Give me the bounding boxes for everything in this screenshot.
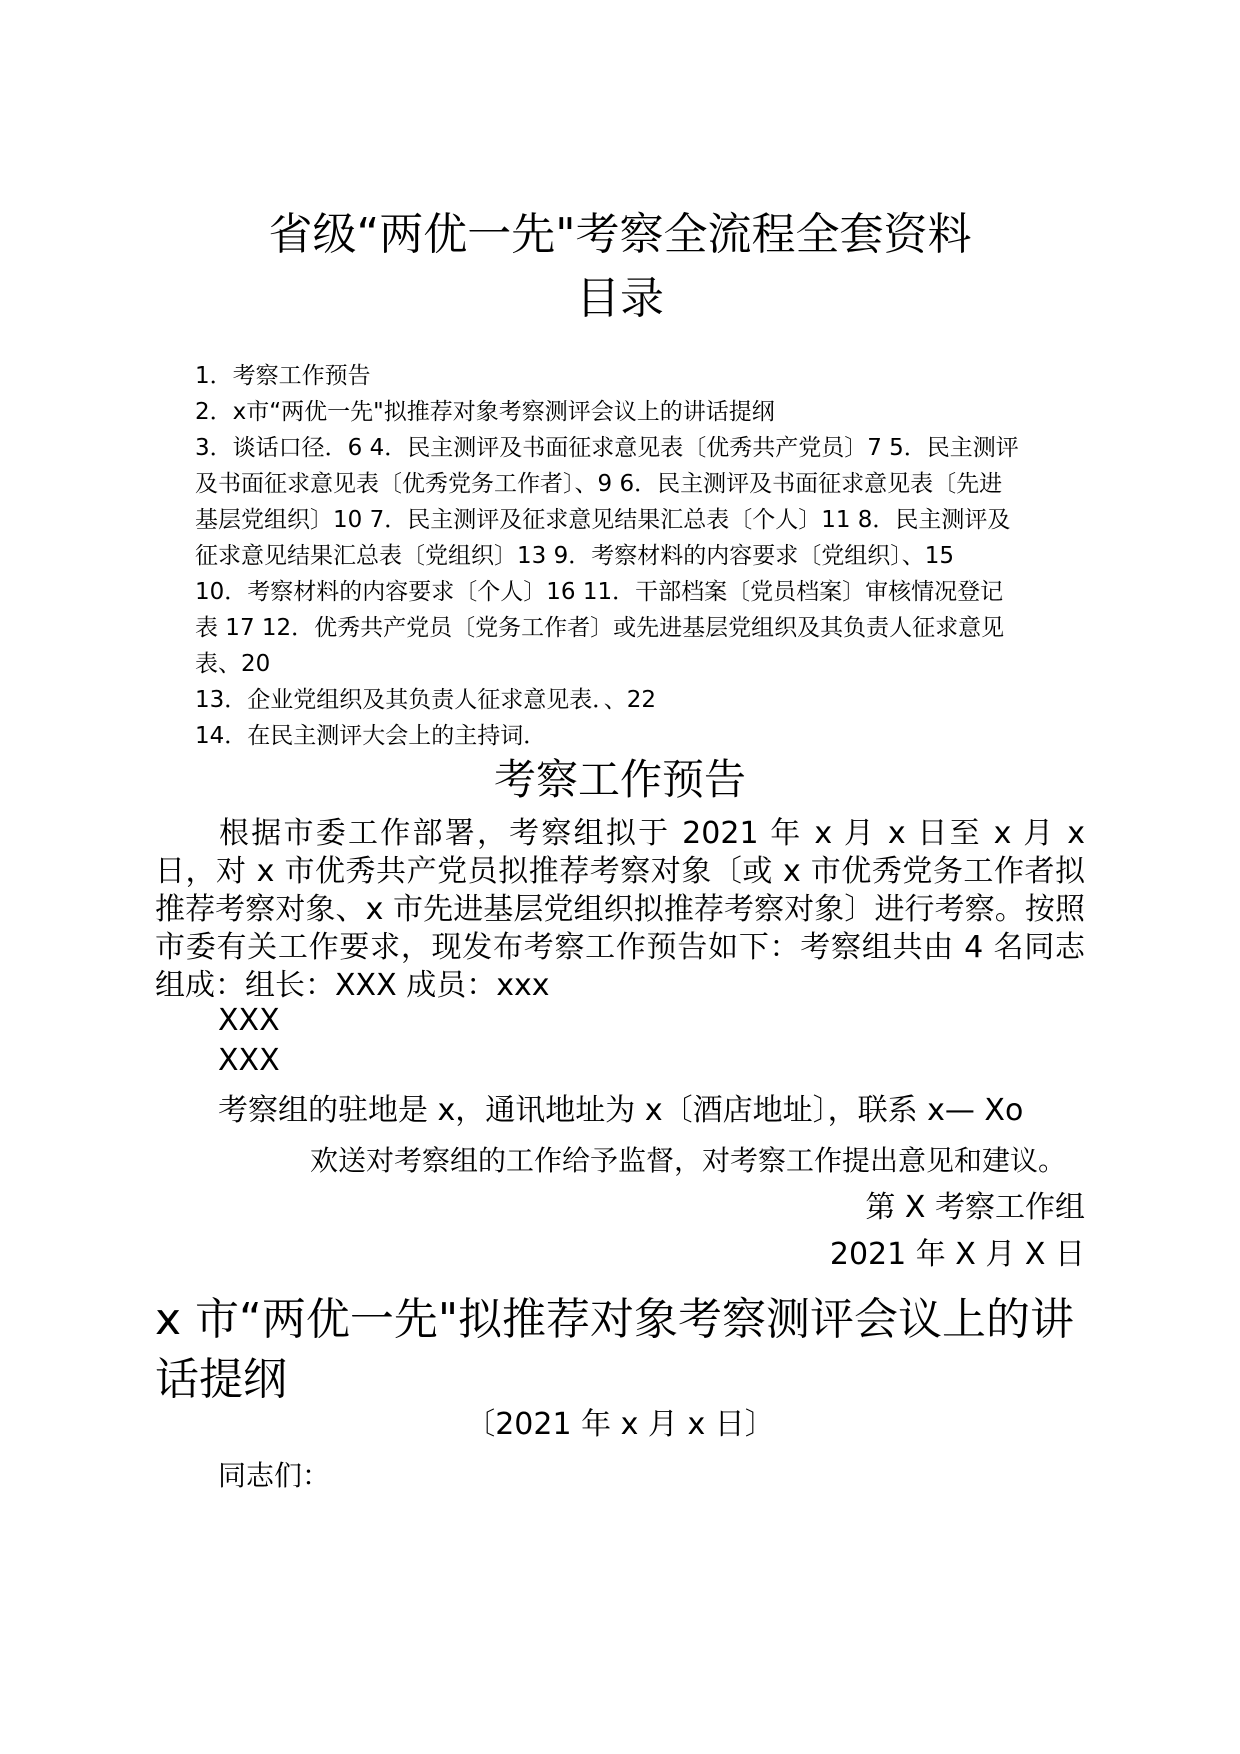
notice-body: 根据市委工作部署，考察组拟于 2021 年 x 月 x 日至 x 月 x 日，对 x 市优秀共产党员拟推荐考察对象〔或 x 市优秀党务工作者拟推荐考察对象、x 市先进基层党组织拟推荐考察对象〕进行考察。按照市委有关工作要求，现发布考察工作预告如下：考察组共由 4 名同志组成：组长：XXX 成员：xxx [155,816,1085,1003]
greeting: 同志们： [218,1459,331,1492]
notice-date: 2021 年 X 月 X 日 [829,1237,1085,1272]
toc-line: 表、20 [195,651,271,677]
toc-line: 1．考察工作预告 [195,363,371,389]
toc-line: 及书面征求意见表〔优秀党务工作者〕、9 6．民主测评及书面征求意见表〔先进 [195,471,1003,497]
toc-line: 基层党组织〕10 7．民主测评及征求意见结果汇总表〔个人〕11 8．民主测评及 [195,507,1011,533]
notice-title: 考察工作预告 [493,755,746,804]
toc-line: 表 17 12．优秀共产党员〔党务工作者〕或先进基层党组织及其负责人征求意见 [195,615,1005,641]
toc-line: 14．在民主测评大会上的主持词． [195,723,547,749]
speech-date: 〔2021 年 x 月 x 日〕 [465,1407,775,1442]
toc-line: 3．谈话口径．6 4．民主测评及书面征求意见表〔优秀共产党员〕7 5．民主测评 [195,435,1019,461]
welcome-line: 欢送对考察组的工作给予监督，对考察工作提出意见和建议。 [310,1144,1067,1177]
toc-line: 征求意见结果汇总表〔党组织〕13 9．考察材料的内容要求〔党组织〕、15 [195,543,954,569]
member-line: XXX [218,1003,280,1038]
speech-title: x 市“两优一先"拟推荐对象考察测评会议上的讲话提纲 [155,1294,1075,1405]
document-title: 省级“两优一先"考察全流程全套资料 [268,209,972,260]
address-line: 考察组的驻地是 x，通讯地址为 x〔酒店地址〕，联系 x— Xo [218,1093,1024,1128]
toc-line: 2．x市“两优一先"拟推荐对象考察测评会议上的讲话提纲 [195,399,775,425]
member-line: XXX [218,1043,280,1078]
table-of-contents [195,358,1095,754]
toc-line: 13．企业党组织及其负责人征求意见表．、22 [195,687,657,713]
toc-heading: 目录 [576,273,664,324]
toc-line: 10．考察材料的内容要求〔个人〕16 11．干部档案〔党员档案〕审核情况登记 [195,579,1004,605]
signature: 第 X 考察工作组 [865,1190,1085,1225]
